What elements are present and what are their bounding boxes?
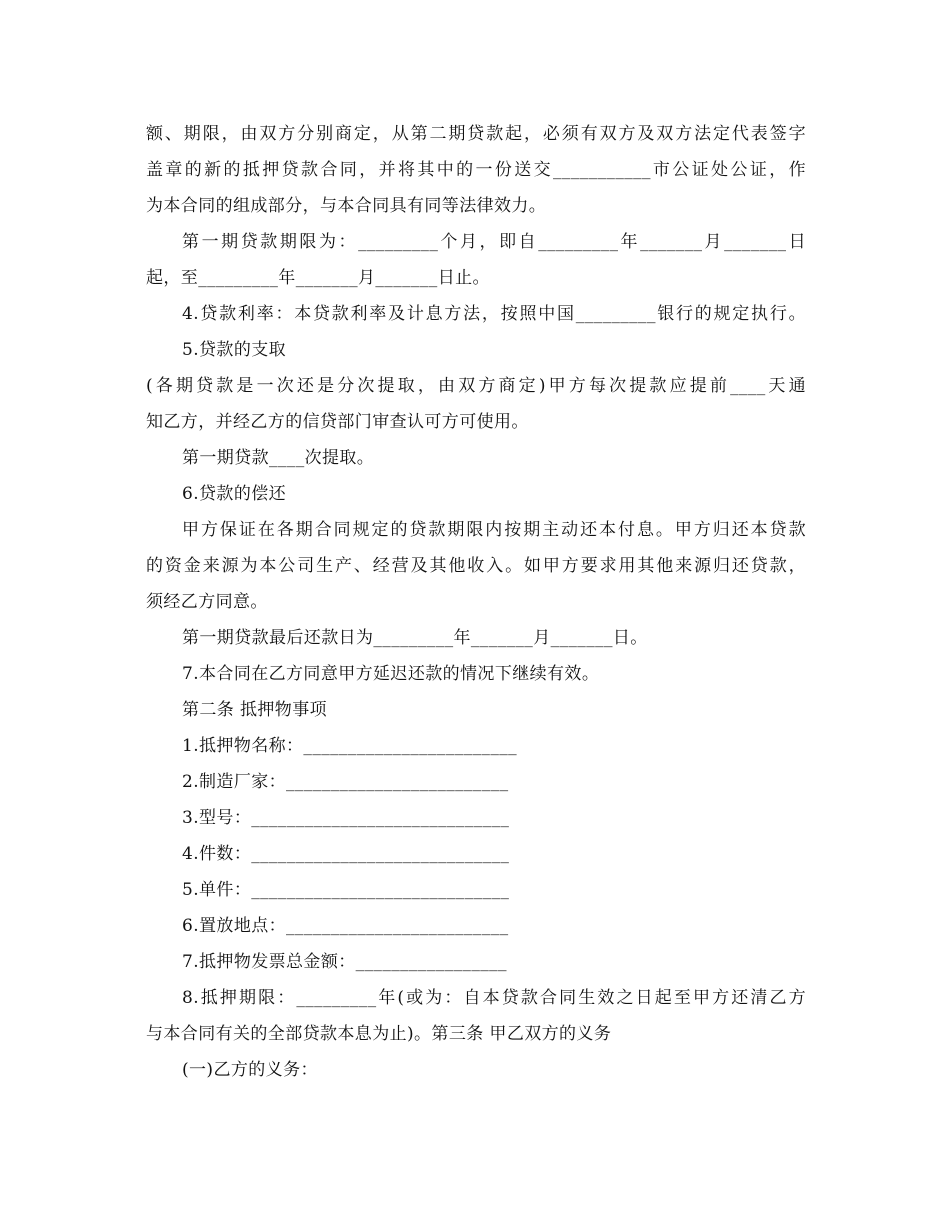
text-line: 须经乙方同意。	[146, 592, 268, 612]
text-line: 甲方保证在各期合同规定的贷款期限内按期主动还本付息。甲方归还本贷款	[182, 520, 806, 540]
text-line: 的资金来源为本公司生产、经营及其他收入。如甲方要求用其他来源归还贷款，	[146, 556, 806, 576]
text-line: 额、期限，由双方分别商定，从第二期贷款起，必须有双方及双方法定代表签字	[146, 124, 806, 144]
text-line: 7.本合同在乙方同意甲方延迟还款的情况下继续有效。	[182, 664, 600, 684]
section-heading: 5.贷款的支取	[182, 340, 287, 360]
section-heading: 6.贷款的偿还	[182, 484, 287, 504]
form-field-line: 6.置放地点：_________________________	[182, 916, 509, 936]
form-field-line: 7.抵押物发票总金额：_________________	[182, 952, 507, 972]
text-line: 第一期贷款期限为：_________个月，即自_________年_______月_______日	[182, 232, 806, 252]
section-heading: (一)乙方的义务：	[182, 1060, 318, 1080]
text-line: 起，至_________年_______月_______日止。	[146, 268, 490, 288]
text-line: (各期贷款是一次还是分次提取，由双方商定)甲方每次提款应提前____天通	[146, 376, 806, 396]
text-line: 4.贷款利率：本贷款利率及计息方法，按照中国_________银行的规定执行。	[182, 304, 806, 324]
form-field-line: 1.抵押物名称：________________________	[182, 736, 518, 756]
form-field-line: 4.件数：_____________________________	[182, 844, 510, 864]
text-line: 与本合同有关的全部贷款本息为止)。第三条 甲乙双方的义务	[146, 1024, 612, 1044]
text-line: 知乙方，并经乙方的信贷部门审查认可方可使用。	[146, 412, 529, 432]
form-field-line: 3.型号：_____________________________	[182, 808, 510, 828]
text-line: 盖章的新的抵押贷款合同，并将其中的一份送交___________市公证处公证，作	[146, 160, 806, 180]
text-line: 8.抵押期限：_________年(或为：自本贷款合同生效之日起至甲方还清乙方	[182, 988, 806, 1008]
form-field-line: 2.制造厂家：_________________________	[182, 772, 509, 792]
article-heading: 第二条 抵押物事项	[182, 700, 328, 720]
text-line: 第一期贷款____次提取。	[182, 448, 375, 468]
text-line: 第一期贷款最后还款日为_________年_______月_______日。	[182, 628, 648, 648]
form-field-line: 5.单件：_____________________________	[182, 880, 510, 900]
text-line: 为本合同的组成部分，与本合同具有同等法律效力。	[146, 196, 547, 216]
